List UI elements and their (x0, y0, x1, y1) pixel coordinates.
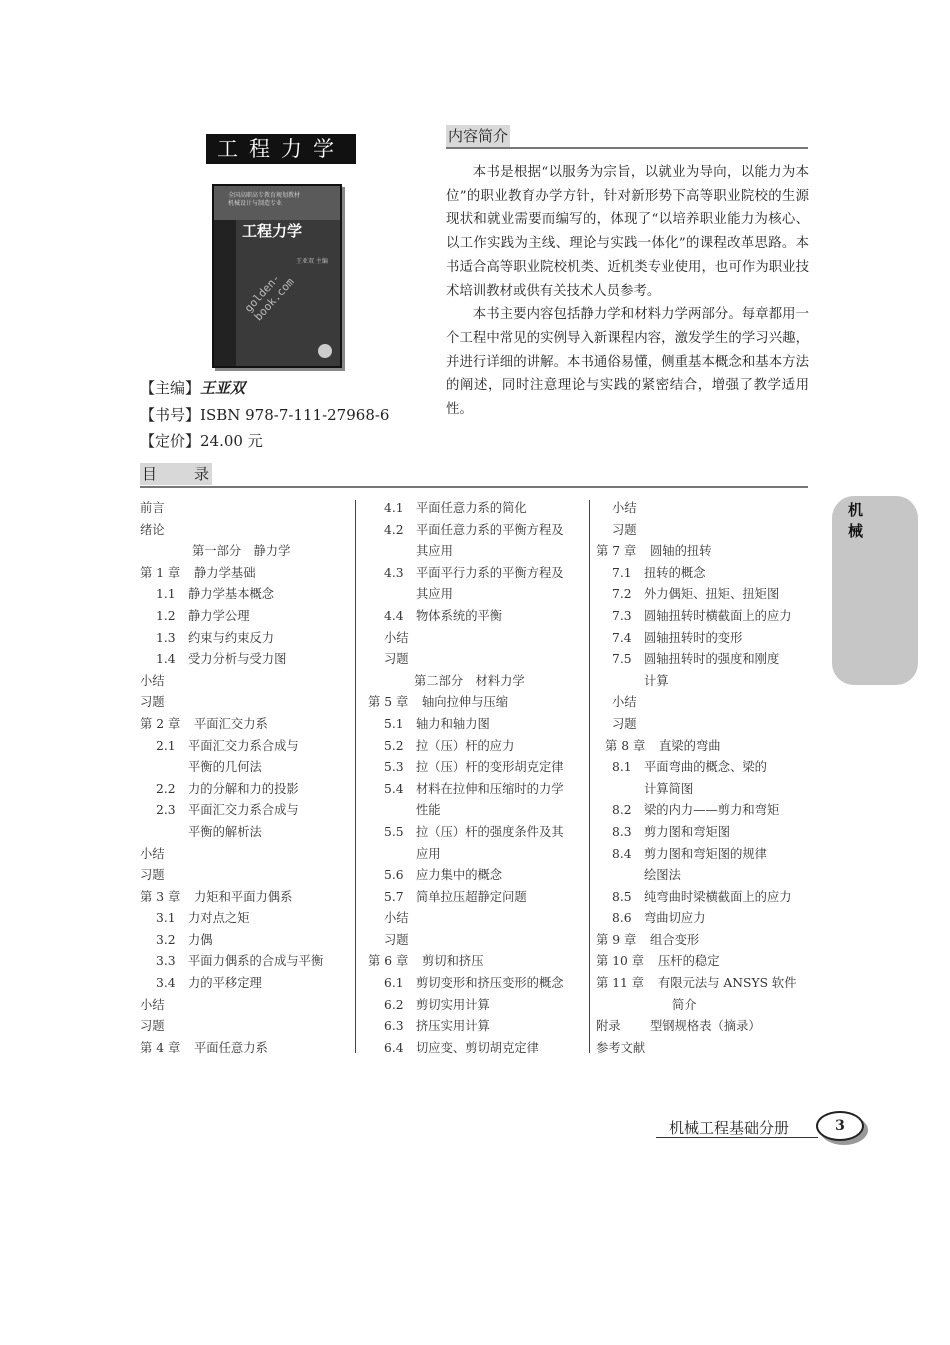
toc-entry[interactable] (368, 887, 584, 909)
toc-entry-title: 计算 (644, 673, 669, 688)
toc-entry-title: 小结 (612, 695, 637, 710)
toc-section-title: 扭转的概念 (644, 565, 706, 580)
toc-entry[interactable] (140, 520, 350, 542)
toc-entry[interactable] (140, 649, 350, 671)
toc-entry[interactable] (368, 563, 584, 585)
toc-section-title: 平面弯曲的概念、梁的 (644, 760, 767, 775)
toc-entry-title: 习题 (140, 1019, 165, 1034)
toc-section-title: 梁的内力——剪力和弯矩 (644, 803, 780, 818)
toc-entry[interactable] (596, 951, 810, 973)
toc-chapter-number: 第 9 章 (596, 932, 637, 947)
toc-entry[interactable] (368, 844, 584, 866)
toc-entry[interactable] (140, 714, 350, 736)
toc-entry[interactable] (596, 865, 810, 887)
toc-chapter-title: 静力学基础 (194, 565, 256, 580)
toc-section-number: 1.4 (156, 652, 176, 667)
toc-entry-title: 绪论 (140, 522, 165, 537)
toc-part-title: 第二部分 材料力学 (414, 673, 525, 688)
toc-entry-title: 习题 (140, 695, 165, 710)
toc-section-title: 拉（压）杆的变形胡克定律 (416, 760, 564, 775)
toc-section-number: 6.2 (384, 997, 404, 1012)
toc-section-title: 材料在拉伸和压缩时的力学 (416, 781, 564, 796)
toc-chapter-number: 第 6 章 (368, 954, 409, 969)
toc-section-number: 5.7 (384, 889, 404, 904)
toc-section-number: 8.4 (612, 846, 632, 861)
cover-title: 工程力学 (242, 222, 303, 240)
toc-section-number: 4.2 (384, 522, 404, 537)
toc-section-title: 平面平行力系的平衡方程及 (416, 565, 564, 580)
toc-entry[interactable] (596, 541, 810, 563)
toc-section-title: 力的平移定理 (188, 976, 262, 991)
toc-section-number: 7.5 (612, 652, 632, 667)
toc-entry[interactable] (368, 930, 584, 952)
toc-entry[interactable] (596, 606, 810, 628)
book-cover-image (212, 184, 342, 368)
isbn-value: ISBN 978-7-111-27968-6 (200, 406, 390, 424)
toc-entry[interactable] (140, 584, 350, 606)
toc-entry[interactable] (368, 584, 584, 606)
cover-series-text: 全国高职高专教育规划教材 (228, 192, 301, 199)
toc-entry-title: 小结 (612, 501, 637, 515)
toc-entry[interactable] (368, 908, 584, 930)
toc-chapter-title: 剪切和挤压 (422, 954, 484, 969)
toc-entry[interactable] (368, 822, 584, 844)
toc-chapter-title: 组合变形 (650, 932, 700, 947)
toc-entry[interactable] (140, 822, 350, 844)
toc-section-number: 5.3 (384, 760, 404, 775)
editor-label: 【主编】 (140, 379, 201, 397)
toc-section-number: 3.1 (156, 911, 176, 926)
toc-chapter-title: 型钢规格表（摘录） (650, 1019, 761, 1034)
toc-section-title: 剪切实用计算 (416, 997, 490, 1012)
toc-entry[interactable] (368, 973, 584, 995)
toc-entry[interactable] (368, 779, 584, 801)
toc-section-title: 力偶 (188, 932, 213, 947)
toc-entry[interactable] (368, 1038, 584, 1060)
toc-entry-title: 小结 (140, 846, 165, 861)
toc-section-title: 受力分析与受力图 (188, 652, 287, 667)
toc-entry[interactable] (140, 973, 350, 995)
toc-section-title: 力的分解和力的投影 (188, 781, 299, 796)
intro-heading: 内容简介 (448, 127, 509, 145)
toc-entry-title: 平衡的几何法 (188, 760, 262, 775)
toc-chapter-title: 平面任意力系 (194, 1040, 268, 1055)
toc-entry[interactable] (596, 844, 810, 866)
toc-section-number: 8.2 (612, 803, 632, 818)
toc-entry[interactable] (368, 951, 584, 973)
toc-section-number: 5.5 (384, 824, 404, 839)
toc-entry-title: 简介 (672, 997, 697, 1012)
toc-entry[interactable] (596, 692, 810, 714)
toc-entry[interactable] (596, 757, 810, 779)
toc-entry[interactable] (368, 865, 584, 887)
toc-entry-title: 绘图法 (644, 868, 681, 883)
toc-entry-title: 其应用 (416, 587, 453, 602)
toc-entry-title: 习题 (384, 652, 409, 667)
toc-section-number: 1.3 (156, 630, 176, 645)
toc-section-title: 切应变、剪切胡克定律 (416, 1040, 539, 1055)
toc-chapter-title: 直梁的弯曲 (659, 738, 721, 753)
isbn-label: 【书号】 (140, 406, 201, 424)
toc-section-number: 8.5 (612, 889, 632, 904)
toc-section-title: 物体系统的平衡 (416, 608, 503, 623)
toc-entry[interactable] (596, 800, 810, 822)
toc-section-number: 1.1 (156, 587, 176, 602)
toc-entry[interactable] (596, 822, 810, 844)
toc-section-number: 6.1 (384, 976, 404, 991)
toc-section-title: 拉（压）杆的应力 (416, 738, 515, 753)
footer-rule (656, 1137, 818, 1138)
toc-section-title: 静力学基本概念 (188, 587, 275, 602)
toc-section-number: 5.6 (384, 868, 404, 883)
toc-entry[interactable] (596, 714, 810, 736)
toc-chapter-title: 轴向拉伸与压缩 (422, 695, 509, 710)
cover-series-sub: 机械设计与制造专业 (228, 200, 283, 207)
toc-section-number: 3.2 (156, 932, 176, 947)
toc-entry[interactable] (596, 520, 810, 542)
toc-entry[interactable] (140, 757, 350, 779)
toc-section-title: 纯弯曲时梁横截面上的应力 (644, 889, 792, 904)
toc-section-number: 5.2 (384, 738, 404, 753)
toc-divider (140, 486, 808, 488)
toc-entry-title: 性能 (416, 803, 441, 818)
toc-entry-title: 小结 (384, 630, 409, 645)
toc-entry[interactable] (140, 563, 350, 585)
toc-section-title: 拉（压）杆的强度条件及其 (416, 824, 564, 839)
toc-section-number: 8.1 (612, 760, 632, 775)
toc-section-number: 2.3 (156, 803, 176, 818)
editor-value: 王亚双 (200, 379, 246, 397)
price-row (140, 428, 263, 454)
toc-entry[interactable] (140, 800, 350, 822)
toc-chapter-number: 第 1 章 (140, 565, 181, 580)
toc-entry[interactable] (596, 628, 810, 650)
toc-section-title: 剪力图和弯矩图的规律 (644, 846, 767, 861)
toc-section-title: 静力学公理 (188, 608, 250, 623)
cover-series (228, 192, 300, 208)
toc-entry-title: 习题 (384, 932, 409, 947)
toc-section-title: 圆轴扭转时的变形 (644, 630, 743, 645)
intro-paragraph-1: 本书是根据“以服务为宗旨，以就业为导向，以能力为本位”的职业教育办学方针，针对新形势下高等职业院校的生源现状和就业需要而编写的，体现了“以培养职业能力为核心、以工作实践为主线、理论与实践一体化”的课程改革思路。本书适合高等职业院校机类、近机类专业使用，也可作为职业技术培训教材或供有关技术人员参考。 (446, 165, 809, 299)
toc-column-3 (596, 498, 810, 1059)
editor-row (140, 375, 245, 401)
toc-entry[interactable] (140, 779, 350, 801)
toc-entry[interactable] (140, 1038, 350, 1060)
toc-section-title: 应力集中的概念 (416, 868, 503, 883)
book-title: 工程力学 (206, 134, 356, 164)
toc-entry[interactable] (596, 736, 810, 758)
cover-author: 王亚双 主编 (296, 258, 328, 265)
toc-section-title: 平面汇交力系合成与 (188, 738, 299, 753)
toc-chapter-number: 第 8 章 (605, 738, 646, 753)
toc-entry[interactable] (140, 498, 350, 520)
price-label: 【定价】 (140, 432, 201, 450)
toc-section-title: 平面力偶系的合成与平衡 (188, 954, 324, 969)
toc-section-number: 7.4 (612, 630, 632, 645)
toc-section-number: 3.3 (156, 954, 176, 969)
toc-entry[interactable] (368, 498, 584, 520)
toc-entry[interactable] (596, 563, 810, 585)
toc-chapter-number: 第 4 章 (140, 1040, 181, 1055)
toc-entry-title: 应用 (416, 846, 441, 861)
toc-section-number: 4.1 (384, 501, 404, 515)
toc-heading (140, 463, 212, 485)
toc-entry[interactable] (140, 995, 350, 1017)
toc-part-title: 第一部分 静力学 (192, 544, 291, 559)
toc-entry[interactable] (368, 606, 584, 628)
toc-entry[interactable] (596, 930, 810, 952)
toc-chapter-title: 平面汇交力系 (194, 716, 268, 731)
toc-section-number: 7.1 (612, 565, 632, 580)
intro-divider (446, 147, 808, 149)
toc-entry-title: 小结 (140, 997, 165, 1012)
toc-section-title: 剪力图和弯矩图 (644, 824, 731, 839)
intro-paragraph-2: 本书主要内容包括静力学和材料力学两部分。每章都用一个工程中常见的实例导入新课程内容，激发学生的学习兴趣，并进行详细的讲解。本书通俗易懂，侧重基本概念和基本方法的阐述，同时注意理论与实践的紧密结合，增强了教学适用性。 (446, 307, 809, 418)
toc-entry-title: 小结 (384, 911, 409, 926)
toc-entry-title: 习题 (612, 716, 637, 731)
toc-entry-title: 其应用 (416, 544, 453, 559)
publisher-logo-icon (318, 344, 332, 358)
toc-entry[interactable] (368, 714, 584, 736)
toc-entry[interactable] (596, 887, 810, 909)
toc-entry[interactable] (596, 649, 810, 671)
toc-column-2 (368, 498, 584, 1059)
toc-entry[interactable] (140, 736, 350, 758)
toc-section-number: 7.2 (612, 587, 632, 602)
toc-entry[interactable] (368, 757, 584, 779)
cover-watermark: golden-book.com (242, 271, 297, 324)
toc-entry[interactable] (140, 887, 350, 909)
toc-section-number: 4.3 (384, 565, 404, 580)
toc-entry-title: 小结 (140, 673, 165, 688)
cover-side-pattern (214, 220, 236, 366)
toc-entry[interactable] (596, 671, 810, 693)
toc-chapter-title: 力矩和平面力偶系 (194, 889, 293, 904)
toc-chapter-number: 第 2 章 (140, 716, 181, 731)
toc-entry-title: 习题 (612, 522, 637, 537)
toc-entry[interactable] (140, 671, 350, 693)
footer-title: 机械工程基础分册 (669, 1119, 790, 1137)
toc-section-title: 圆轴扭转时横截面上的应力 (644, 608, 792, 623)
toc-section-title: 外力偶矩、扭矩、扭矩图 (644, 587, 780, 602)
toc-entry[interactable] (596, 584, 810, 606)
toc-chapter-title: 圆轴的扭转 (650, 544, 712, 559)
toc-entry[interactable] (596, 973, 810, 995)
toc-section-number: 4.4 (384, 608, 404, 623)
toc-entry[interactable] (596, 908, 810, 930)
toc-section-number: 3.4 (156, 976, 176, 991)
toc-section-number: 7.3 (612, 608, 632, 623)
toc-section-number: 6.4 (384, 1040, 404, 1055)
toc-entry[interactable] (368, 671, 584, 693)
toc-entry[interactable] (140, 951, 350, 973)
toc-entry[interactable] (140, 1016, 350, 1038)
toc-section-number: 1.2 (156, 608, 176, 623)
intro-body (446, 161, 809, 422)
toc-chapter-number: 第 11 章 (596, 976, 645, 991)
toc-section-title: 平面任意力系的简化 (416, 501, 527, 515)
toc-section-title: 平面任意力系的平衡方程及 (416, 522, 564, 537)
toc-section-number: 6.3 (384, 1019, 404, 1034)
toc-entry-title: 习题 (140, 868, 165, 883)
toc-entry[interactable] (140, 844, 350, 866)
toc-entry[interactable] (368, 1016, 584, 1038)
toc-chapter-number: 第 7 章 (596, 544, 637, 559)
toc-section-number: 5.1 (384, 716, 404, 731)
toc-entry[interactable] (368, 649, 584, 671)
toc-entry[interactable] (140, 908, 350, 930)
toc-chapter-title: 有限元法与 ANSYS 软件 (658, 976, 797, 991)
toc-section-number: 8.3 (612, 824, 632, 839)
toc-entry[interactable] (596, 779, 810, 801)
toc-section-title: 平面汇交力系合成与 (188, 803, 299, 818)
toc-section-number: 2.1 (156, 738, 176, 753)
toc-entry-title: 计算简图 (644, 781, 694, 796)
toc-entry[interactable] (596, 995, 810, 1017)
toc-entry[interactable] (368, 628, 584, 650)
toc-section-title: 约束与约束反力 (188, 630, 275, 645)
toc-entry[interactable] (140, 865, 350, 887)
toc-entry[interactable] (140, 930, 350, 952)
toc-heading-char-1: 目 (142, 465, 158, 483)
toc-chapter-number: 附录 (596, 1019, 621, 1034)
toc-column-1 (140, 498, 350, 1059)
toc-entry-title: 平衡的解析法 (188, 824, 262, 839)
toc-section-number: 8.6 (612, 911, 632, 926)
section-side-tab (832, 496, 918, 685)
toc-entry[interactable] (368, 541, 584, 563)
toc-chapter-number: 第 3 章 (140, 889, 181, 904)
toc-section-title: 挤压实用计算 (416, 1019, 490, 1034)
toc-section-number: 5.4 (384, 781, 404, 796)
toc-entry[interactable] (368, 736, 584, 758)
toc-section-number: 2.2 (156, 781, 176, 796)
price-value: 24.00 元 (200, 432, 263, 450)
toc-entry[interactable] (596, 1038, 810, 1060)
toc-heading-char-2: 录 (194, 465, 210, 483)
toc-column-divider-1 (355, 500, 356, 1053)
toc-entry[interactable] (140, 606, 350, 628)
toc-entry[interactable] (368, 692, 584, 714)
toc-chapter-number: 第 5 章 (368, 695, 409, 710)
toc-entry[interactable] (140, 628, 350, 650)
toc-entry[interactable] (368, 995, 584, 1017)
toc-section-title: 圆轴扭转时的强度和刚度 (644, 652, 780, 667)
toc-entry[interactable] (596, 1016, 810, 1038)
page-number: 3 (816, 1111, 864, 1141)
toc-entry[interactable] (140, 541, 350, 563)
isbn-row (140, 402, 389, 428)
toc-chapter-number: 第 10 章 (596, 954, 645, 969)
toc-entry-title: 参考文献 (596, 1040, 646, 1055)
toc-entry[interactable] (140, 692, 350, 714)
toc-section-title: 剪切变形和挤压变形的概念 (416, 976, 564, 991)
toc-section-title: 轴力和轴力图 (416, 716, 490, 731)
toc-chapter-title: 压杆的稳定 (658, 954, 720, 969)
toc-entry-title: 前言 (140, 501, 165, 515)
side-tab-label: 机械 (848, 501, 864, 540)
toc-section-title: 简单拉压超静定问题 (416, 889, 527, 904)
toc-entry[interactable] (368, 520, 584, 542)
toc-entry[interactable] (596, 498, 810, 520)
toc-column-divider-2 (589, 500, 590, 1053)
toc-section-title: 力对点之矩 (188, 911, 250, 926)
toc-section-title: 弯曲切应力 (644, 911, 706, 926)
toc-entry[interactable] (368, 800, 584, 822)
